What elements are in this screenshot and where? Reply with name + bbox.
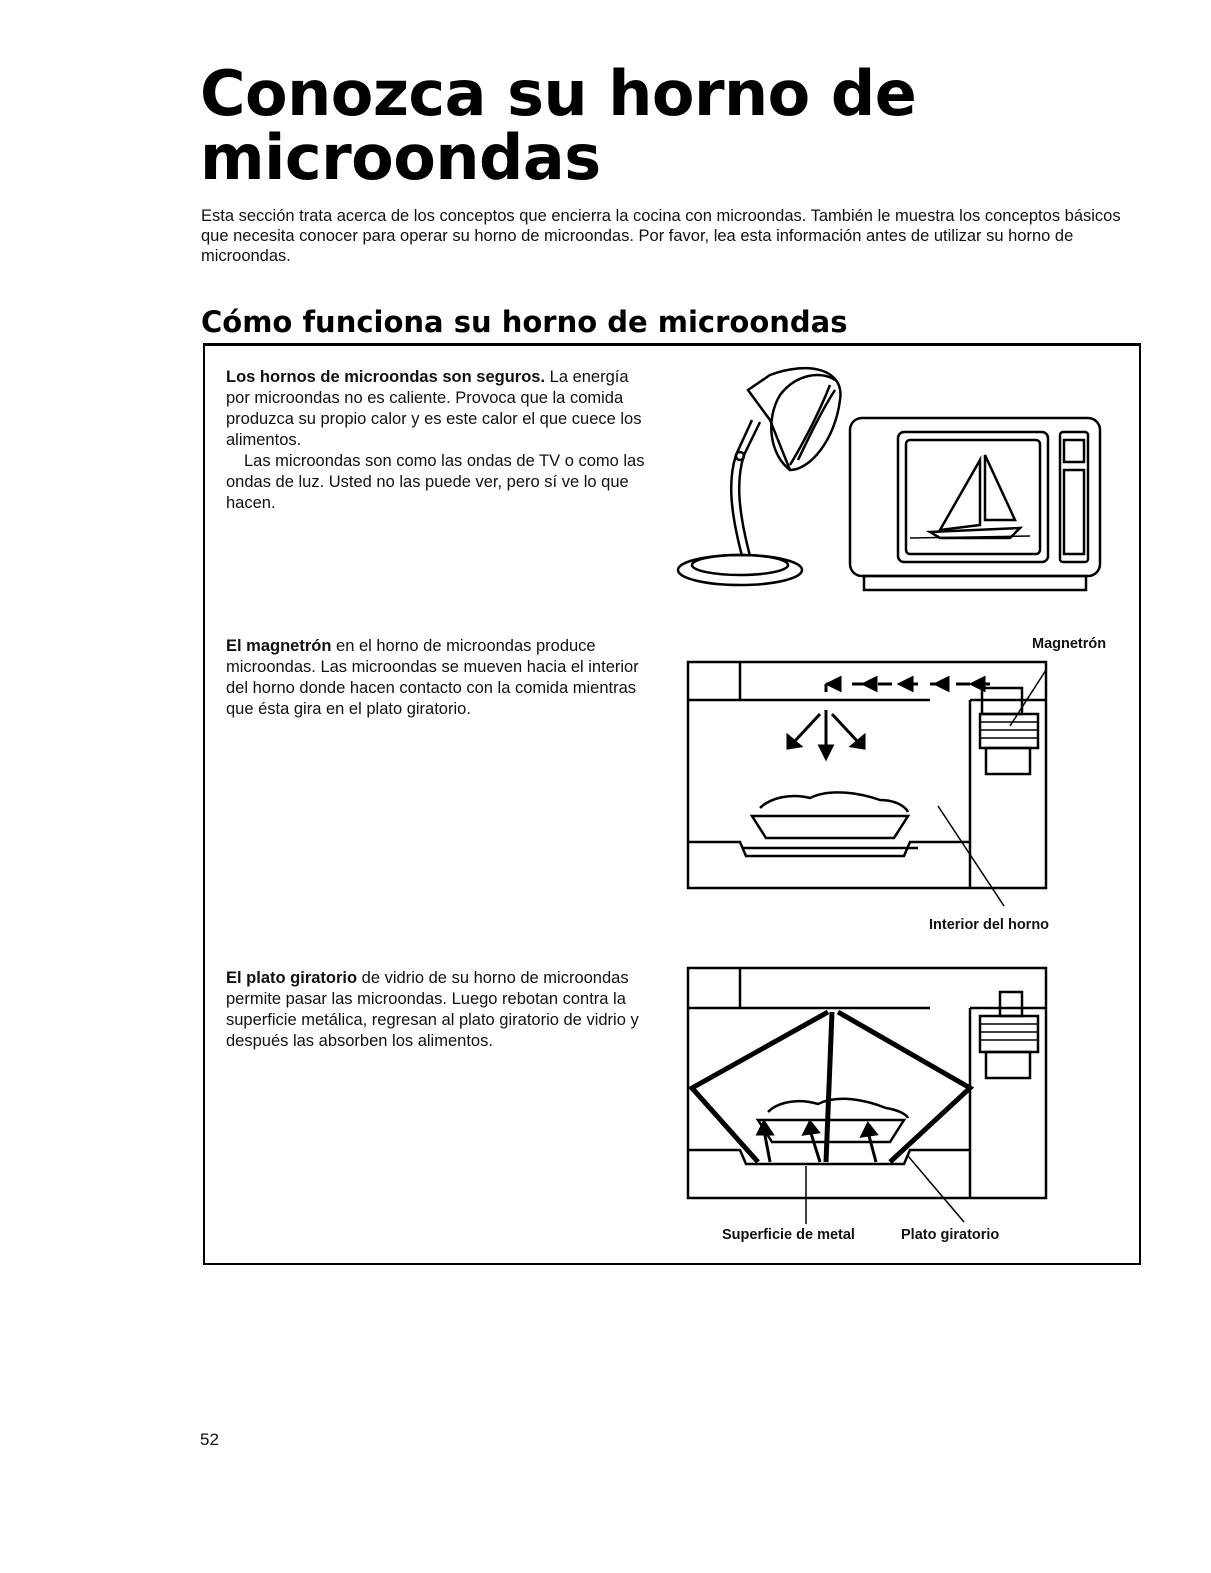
- tv-cabinet: [850, 418, 1100, 576]
- turntable-reflection-diagram: [680, 962, 1060, 1232]
- turntable-text: de vidrio de su horno de microondas permite pasar las microondas. Luego rebotan contra la superficie metálica, regresan al plato giratorio de vidrio y después las absorben los alimentos.: [226, 969, 639, 1050]
- turntable-dish: [758, 1120, 904, 1142]
- page-title: Conozca su horno de microondas: [200, 57, 917, 194]
- food-dish: [752, 816, 908, 838]
- turntable-lead: El plato giratorio: [226, 969, 358, 987]
- metal-surface-caption: Superficie de metal: [722, 1227, 855, 1243]
- interior-caption: Interior del horno: [929, 917, 1050, 933]
- lamp-and-tv-illustration: [670, 360, 1110, 610]
- magnetron-caption: Magnetrón: [1032, 636, 1107, 652]
- magnetron-box-2: [1000, 992, 1022, 1016]
- waves-text: Las microondas son como las ondas de TV o como las ondas de luz. Usted no las puede ver, pero sí ve lo que hacen.: [226, 452, 645, 512]
- magnetron-text: en el horno de microondas produce microondas. Las microondas se mueven hacia el interior del horno donde hacen contacto con la comida mientras que ésta gira en el plato giratorio.: [226, 637, 639, 718]
- turntable-caption: Plato giratorio: [901, 1227, 1000, 1243]
- section-heading: Cómo funciona su horno de microondas: [201, 305, 848, 339]
- magnetron-diagram: [680, 648, 1060, 908]
- page-number: 52: [200, 1430, 219, 1449]
- turntable-paragraph: [226, 968, 656, 1052]
- safety-text: La energía por microondas no es caliente. Provoca que la comida produzca su propio calor y es este calor el que cuece los alimentos.: [226, 368, 642, 449]
- intro-paragraph: Esta sección trata acerca de los conceptos que encierra la cocina con microondas. También le muestra los conceptos básicos que necesita conocer para operar su horno de microondas. Por favor, lea esta información antes de utilizar su horno de microondas.: [201, 207, 1121, 265]
- magnetron-paragraph: [226, 636, 656, 720]
- safety-paragraph: [226, 367, 656, 514]
- magnetron-lead: El magnetrón: [226, 637, 332, 655]
- safety-lead: Los hornos de microondas son seguros.: [226, 368, 546, 386]
